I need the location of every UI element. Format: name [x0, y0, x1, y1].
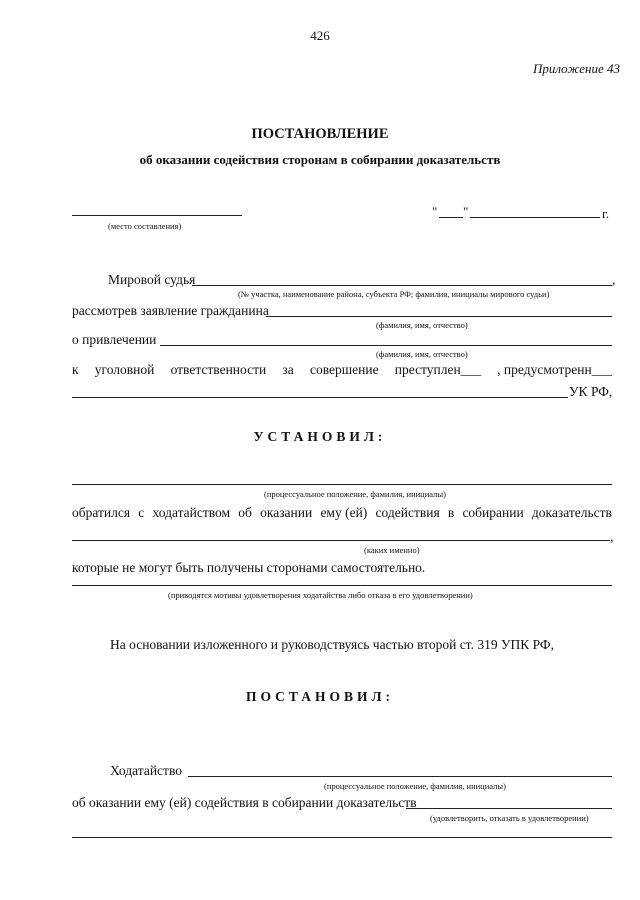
- word-criminal: уголовной: [94, 362, 155, 377]
- petition-line: [72, 505, 612, 521]
- word-evidence: доказательств: [531, 505, 612, 520]
- word-collecting: собирании: [462, 505, 524, 520]
- article-line: [72, 397, 568, 398]
- word-liability: ответственности: [170, 362, 267, 377]
- review-label: рассмотрев заявление гражданина: [72, 303, 269, 318]
- petition-name-line: [188, 776, 612, 777]
- word-provided: , предусмотренн___: [497, 362, 612, 377]
- involve-label: о привлечении: [72, 332, 157, 347]
- judge-line: [192, 285, 612, 286]
- place-caption: (место составления): [108, 221, 182, 231]
- word-petition: ходатайством: [152, 505, 231, 520]
- evidence-caption: (каких именно): [364, 545, 420, 555]
- applicant-caption: (процессуальное положение, фамилия, инициалы): [264, 489, 446, 499]
- date-day-line: [439, 217, 463, 218]
- date-year-suffix: г.: [602, 206, 610, 221]
- word-with: с: [138, 505, 145, 520]
- judge-label: Мировой судья: [108, 272, 196, 287]
- petition-caption: (процессуальное положение, фамилия, инициалы): [324, 781, 506, 791]
- judge-comma: ,: [612, 272, 616, 287]
- evidence-comma: ,: [610, 529, 614, 544]
- word-commission: совершение: [309, 362, 379, 377]
- page-number: 426: [310, 28, 330, 43]
- uk-rf-label: УК РФ,: [569, 384, 613, 399]
- involve-line: [160, 345, 612, 346]
- word-assistance: содействия: [375, 505, 440, 520]
- involve-caption: (фамилия, имя, отчество): [376, 349, 468, 359]
- word-k: к: [72, 362, 79, 377]
- not-obtainable-text: которые не могут быть получены сторонами самостоятельно.: [72, 560, 426, 575]
- word-applied: обратился: [72, 505, 131, 520]
- criminal-liability-line: [72, 362, 612, 378]
- place-line: [72, 215, 242, 216]
- word-for: за: [282, 362, 294, 377]
- assistance-label: об оказании ему (ей) содействия в собирании доказательств: [72, 795, 417, 810]
- appendix-label: Приложение 43: [532, 61, 620, 76]
- word-providing: оказании: [260, 505, 313, 520]
- date-month-line: [470, 217, 600, 218]
- judge-caption: (№ участка, наименование района, субъекта РФ; фамилия, инициалы мирового судьи): [238, 289, 550, 299]
- final-line: [72, 837, 612, 838]
- decided-heading: ПОСТАНОВИЛ:: [245, 689, 395, 704]
- applicant-line: [72, 484, 612, 485]
- established-heading: УСТАНОВИЛ:: [253, 429, 387, 444]
- word-about: об: [238, 505, 252, 520]
- word-in: в: [447, 505, 455, 520]
- word-crime: преступлен___: [394, 362, 481, 377]
- date-quote-open: ": [432, 204, 438, 219]
- word-him-her: ему (ей): [320, 505, 368, 520]
- document-subtitle: об оказании содействия сторонам в собирании доказательств: [139, 152, 501, 167]
- document-title: ПОСТАНОВЛЕНИЕ: [251, 126, 389, 142]
- review-caption: (фамилия, имя, отчество): [376, 320, 468, 330]
- date-quote-close: ": [463, 204, 469, 219]
- petition-label: Ходатайство: [110, 763, 182, 778]
- motives-line: [72, 585, 612, 586]
- assistance-caption: (удовлетворить, отказать в удовлетворении): [430, 813, 589, 823]
- review-line: [266, 316, 612, 317]
- motives-caption: (приводятся мотивы удовлетворения ходатайства либо отказа в его удовлетворении): [168, 590, 473, 600]
- assistance-line: [406, 808, 612, 809]
- basis-text: На основании изложенного и руководствуясь частью второй ст. 319 УПК РФ,: [110, 637, 554, 652]
- evidence-line: [72, 540, 610, 541]
